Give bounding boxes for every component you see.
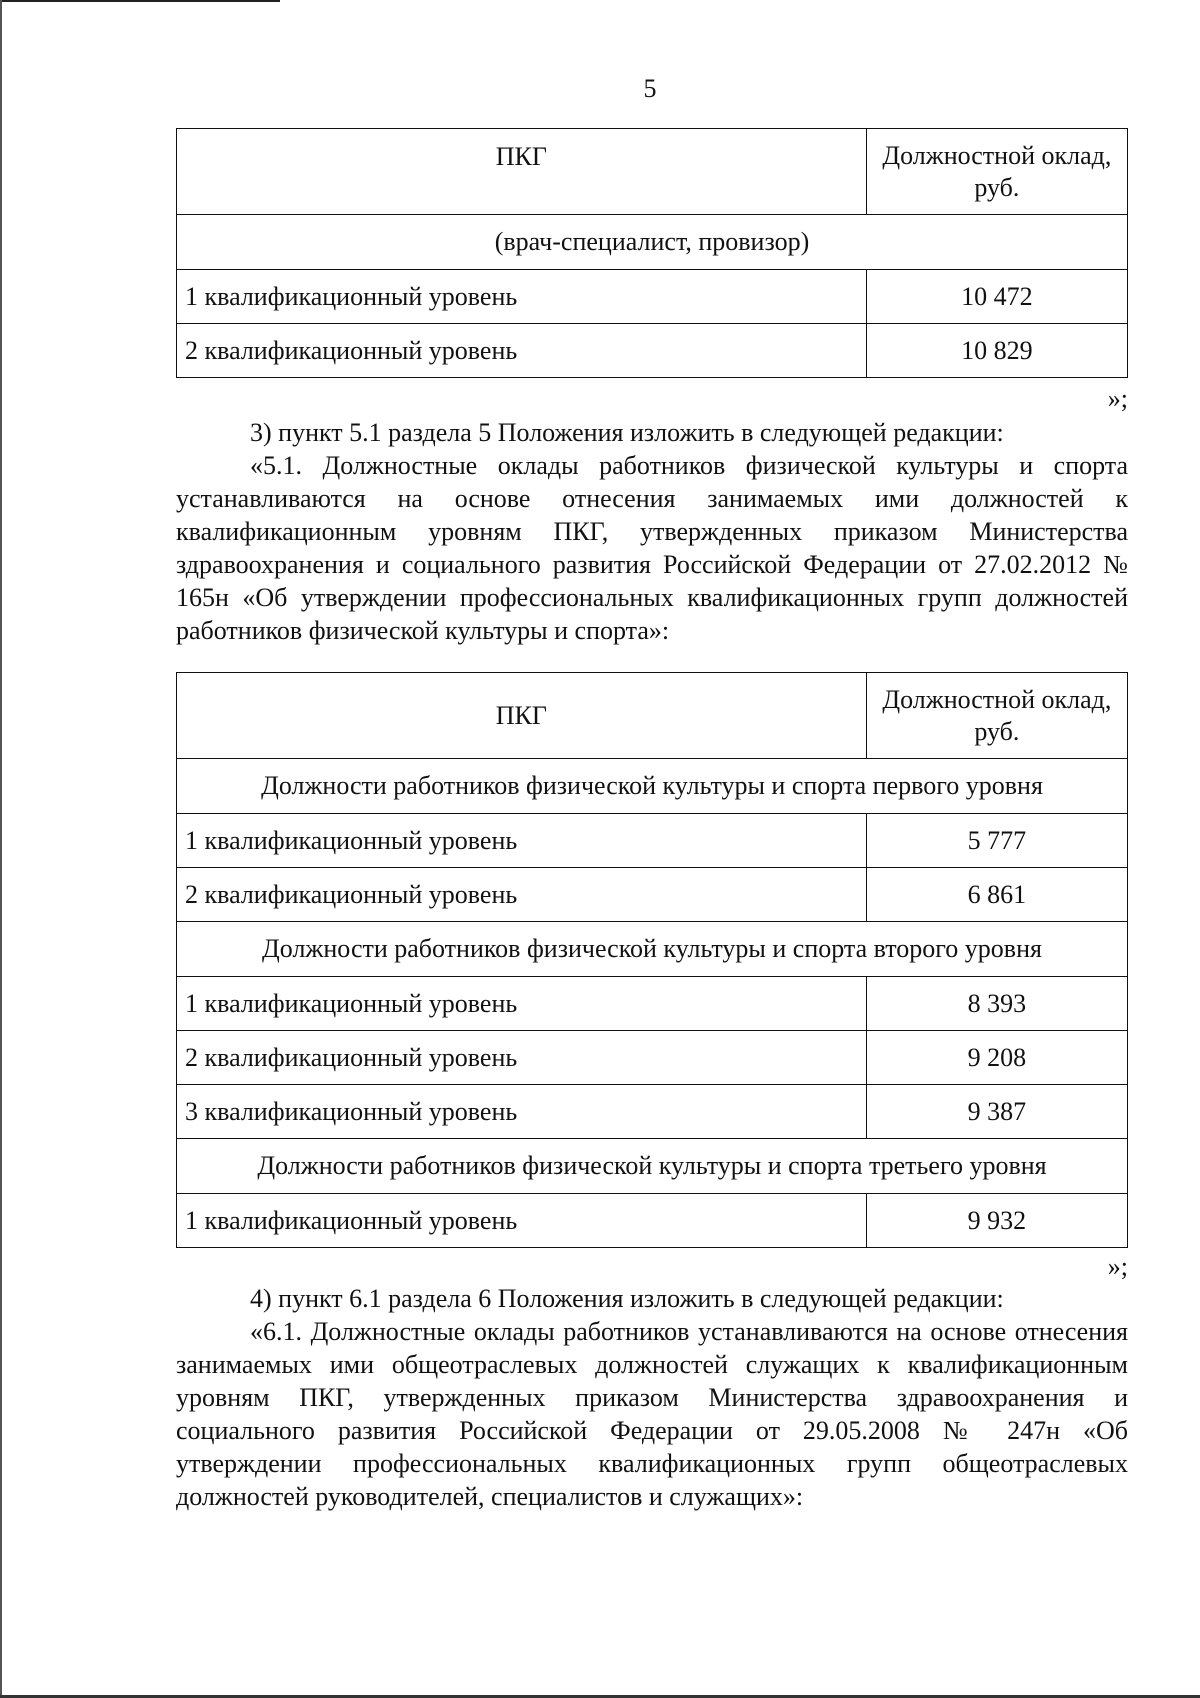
level-cell: 1 квалификационный уровень xyxy=(177,1194,867,1248)
salary-cell: 9 932 xyxy=(866,1194,1127,1248)
salary-cell: 5 777 xyxy=(866,814,1127,868)
level-cell: 2 квалификационный уровень xyxy=(177,324,867,378)
table-row xyxy=(177,868,1128,922)
group-title: Должности работников физической культуры и спорта первого уровня xyxy=(177,759,1128,814)
table-group-row xyxy=(177,922,1128,977)
salary-cell: 10 472 xyxy=(866,270,1127,324)
salary-cell: 10 829 xyxy=(866,324,1127,378)
table-row xyxy=(177,1085,1128,1139)
level-cell: 3 квалификационный уровень xyxy=(177,1085,867,1139)
table2-closing-quote: »; xyxy=(1107,1252,1128,1281)
table-row xyxy=(177,1031,1128,1085)
header-salary: Должностной оклад, руб. xyxy=(866,129,1127,215)
group-title: Должности работников физической культуры и спорта третьего уровня xyxy=(177,1139,1128,1194)
item4-text: «6.1. Должностные оклады работников устанавливаются на основе отнесения занимаемых ими общеотраслевых должностей служащих к квалификационным уровням ПКГ, утвержденных приказом Министерства здравоохранения и социального развития Российской Федерации от 29.05.2008 № 247н «Об утверждении профессиональных квалификационных групп общеотраслевых должностей руководителей, специалистов и служащих»: xyxy=(176,1317,1128,1511)
level-cell: 1 квалификационный уровень xyxy=(177,270,867,324)
table1-closing-quote: »; xyxy=(1107,384,1128,413)
salary-cell: 8 393 xyxy=(866,977,1127,1031)
item4-paragraph xyxy=(176,1282,1128,1513)
table-row xyxy=(177,1194,1128,1248)
item4-intro: 4) пункт 6.1 раздела 6 Положения изложить в следующей редакции: xyxy=(250,1284,1004,1313)
salary-cell: 9 387 xyxy=(866,1085,1127,1139)
item3-text: «5.1. Должностные оклады работников физической культуры и спорта устанавливаются на основе отнесения занимаемых ими должностей к квалификационным уровням ПКГ, утвержденных приказом Министерства здравоохранения и социального развития Российской Федерации от 27.02.2012 № 165н «Об утверждении профессиональных квалификационных групп должностей работников физической культуры и спорта»: xyxy=(176,451,1128,645)
table-header-row xyxy=(177,129,1128,215)
table-row xyxy=(177,814,1128,868)
item3-intro: 3) пункт 5.1 раздела 5 Положения изложить в следующей редакции: xyxy=(250,418,1004,447)
level-cell: 1 квалификационный уровень xyxy=(177,814,867,868)
level-cell: 2 квалификационный уровень xyxy=(177,1031,867,1085)
item3-paragraph xyxy=(176,416,1128,647)
scan-edge-top xyxy=(0,0,280,5)
header-salary: Должностной оклад, руб. xyxy=(866,673,1127,759)
table-group-row xyxy=(177,759,1128,814)
header-pkg: ПКГ xyxy=(177,673,867,759)
table-header-row xyxy=(177,673,1128,759)
salary-cell: 9 208 xyxy=(866,1031,1127,1085)
level-cell: 1 квалификационный уровень xyxy=(177,977,867,1031)
scan-edge-left xyxy=(0,0,2,1698)
table-row xyxy=(177,977,1128,1031)
page-number: 5 xyxy=(643,74,657,103)
level-cell: 2 квалификационный уровень xyxy=(177,868,867,922)
header-pkg: ПКГ xyxy=(177,129,867,215)
salary-table-medical xyxy=(176,128,1128,378)
table-group-row xyxy=(177,1139,1128,1194)
group-title: Должности работников физической культуры и спорта второго уровня xyxy=(177,922,1128,977)
table-row xyxy=(177,270,1128,324)
salary-cell: 6 861 xyxy=(866,868,1127,922)
table-group-row xyxy=(177,215,1128,270)
salary-table-sports xyxy=(176,672,1128,1248)
table-row xyxy=(177,324,1128,378)
group-title: (врач-специалист, провизор) xyxy=(177,215,1128,270)
